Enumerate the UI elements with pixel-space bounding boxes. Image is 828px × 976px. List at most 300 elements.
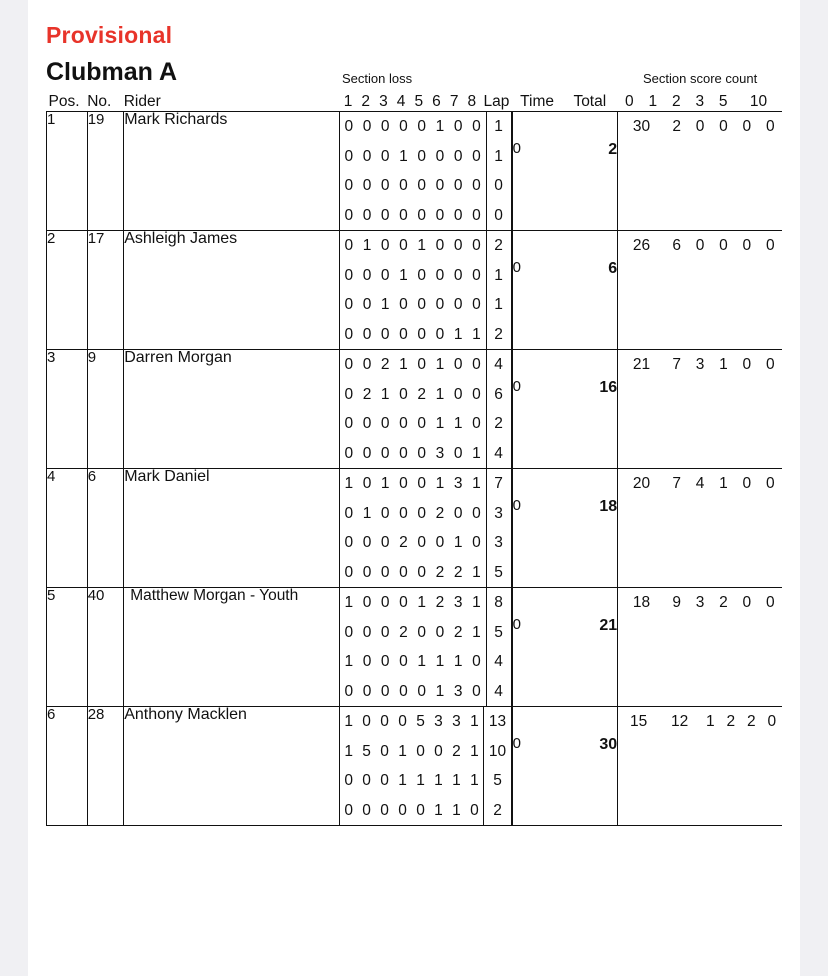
lap-section-score: 0 bbox=[453, 356, 463, 373]
count-5: 0 bbox=[742, 118, 752, 135]
count-10: 0 bbox=[765, 475, 775, 492]
counts-spacer bbox=[618, 409, 782, 439]
lap-section-score: 0 bbox=[344, 237, 354, 254]
rider-total: 21 bbox=[599, 617, 618, 634]
lap-section-score: 0 bbox=[472, 534, 481, 551]
rider-total-cell bbox=[562, 231, 618, 350]
lap-total: 6 bbox=[486, 380, 511, 410]
lap-section-score: 0 bbox=[380, 266, 390, 284]
lap-total: 8 bbox=[486, 588, 511, 618]
header-time: Time bbox=[520, 93, 555, 110]
count-1: 7 bbox=[672, 356, 681, 373]
count-1: 6 bbox=[672, 237, 681, 254]
header-no: No. bbox=[87, 93, 112, 110]
rider-laps bbox=[339, 350, 512, 469]
lap-section-score: 0 bbox=[362, 653, 372, 670]
lap-section-score: 0 bbox=[398, 713, 407, 730]
lap-section-score: 0 bbox=[399, 237, 408, 254]
count-0: 15 bbox=[629, 713, 648, 730]
lap-section-score: 0 bbox=[435, 206, 445, 224]
lap-section-score: 0 bbox=[470, 801, 479, 819]
lap-section-score: 0 bbox=[380, 147, 390, 165]
header-section-8: 8 bbox=[467, 93, 477, 110]
lap-section-score: 3 bbox=[434, 713, 443, 730]
status-label: Provisional bbox=[46, 22, 173, 48]
lap-section-score: 1 bbox=[453, 325, 463, 343]
lap-row bbox=[340, 647, 511, 677]
lap-section-score: 0 bbox=[344, 415, 354, 432]
lap-section-score: 2 bbox=[417, 385, 427, 403]
lap-section-score: 0 bbox=[417, 325, 427, 343]
lap-section-score: 1 bbox=[435, 682, 445, 700]
lap-section-score: 0 bbox=[417, 296, 427, 313]
lap-section-score: 0 bbox=[344, 296, 354, 313]
rider-position: 1 bbox=[47, 112, 88, 231]
results-inner bbox=[28, 0, 800, 826]
lap-section-score: 0 bbox=[362, 266, 372, 284]
lap-section-score: 1 bbox=[398, 772, 407, 789]
header-sections bbox=[339, 93, 512, 112]
counts-spacer bbox=[618, 766, 782, 796]
lap-section-score: 1 bbox=[435, 415, 445, 432]
lap-section-score: 1 bbox=[435, 356, 445, 373]
rider-time: 0 bbox=[512, 140, 521, 157]
rider-total-cell bbox=[562, 350, 618, 469]
rider-position: 6 bbox=[47, 707, 88, 826]
lap-section-score: 1 bbox=[434, 801, 443, 819]
lap-section-score: 1 bbox=[453, 653, 463, 670]
header-rider: Rider bbox=[123, 93, 161, 110]
lap-section-score: 1 bbox=[344, 713, 353, 730]
count-5: 0 bbox=[742, 356, 752, 373]
lap-section-score: 2 bbox=[380, 356, 390, 373]
lap-section-score: 1 bbox=[435, 385, 445, 403]
lap-section-score: 1 bbox=[417, 594, 427, 611]
lap-section-score: 0 bbox=[362, 475, 372, 492]
lap-section-score: 0 bbox=[399, 385, 408, 403]
header-count-2: 2 bbox=[671, 93, 681, 110]
count-3: 0 bbox=[719, 118, 728, 135]
count-2: 3 bbox=[695, 356, 705, 373]
lap-section-score: 1 bbox=[453, 415, 463, 432]
count-10: 0 bbox=[765, 118, 775, 135]
count-2: 1 bbox=[705, 713, 715, 730]
lap-section-score: 0 bbox=[472, 356, 481, 373]
lap-section-score: 0 bbox=[362, 177, 372, 194]
lap-section-score: 0 bbox=[362, 682, 372, 700]
lap-total: 7 bbox=[486, 469, 511, 499]
lap-section-score: 1 bbox=[470, 772, 479, 789]
lap-row bbox=[340, 588, 511, 618]
rider-name: Ashleigh James bbox=[124, 231, 339, 350]
lap-section-score: 1 bbox=[452, 772, 461, 789]
lap-section-score: 0 bbox=[417, 563, 427, 581]
rider-counts bbox=[618, 112, 782, 231]
lap-section-score: 0 bbox=[417, 415, 427, 432]
lap-total: 1 bbox=[486, 142, 511, 172]
lap-section-score: 0 bbox=[380, 118, 390, 135]
lap-row bbox=[340, 290, 511, 320]
count-2: 0 bbox=[695, 118, 705, 135]
lap-section-score: 0 bbox=[344, 177, 354, 194]
lap-section-score: 0 bbox=[453, 237, 463, 254]
lap-section-score: 0 bbox=[380, 444, 390, 462]
lap-section-score: 0 bbox=[399, 296, 408, 313]
lap-section-score: 1 bbox=[362, 504, 372, 522]
header-section-6: 6 bbox=[432, 93, 441, 110]
header-section-4: 4 bbox=[396, 93, 406, 110]
counts-spacer bbox=[618, 499, 782, 529]
lap-row bbox=[340, 677, 511, 707]
lap-section-score: 0 bbox=[417, 504, 427, 522]
lap-section-score: 1 bbox=[380, 296, 390, 313]
rider-time: 0 bbox=[512, 616, 521, 633]
lap-section-score: 1 bbox=[472, 594, 481, 611]
lap-section-score: 0 bbox=[362, 206, 372, 224]
lap-section-score: 0 bbox=[435, 237, 445, 254]
lap-section-score: 0 bbox=[417, 177, 427, 194]
lap-section-score: 0 bbox=[344, 118, 354, 135]
lap-section-score: 0 bbox=[417, 118, 427, 135]
lap-section-score: 0 bbox=[344, 266, 354, 284]
rider-time-cell bbox=[512, 707, 562, 826]
lap-section-score: 0 bbox=[362, 713, 371, 730]
lap-row bbox=[340, 796, 511, 826]
lap-section-score: 1 bbox=[472, 475, 481, 492]
lap-section-score: 0 bbox=[344, 444, 354, 462]
count-5: 0 bbox=[742, 475, 752, 492]
lap-total: 2 bbox=[484, 796, 511, 826]
rider-position: 3 bbox=[47, 350, 88, 469]
lap-row bbox=[340, 171, 511, 201]
lap-section-score: 0 bbox=[362, 801, 371, 819]
lap-total: 1 bbox=[486, 290, 511, 320]
lap-total: 13 bbox=[484, 707, 511, 737]
lap-section-score: 0 bbox=[362, 296, 372, 313]
lap-section-score: 0 bbox=[344, 147, 354, 165]
lap-total: 2 bbox=[486, 320, 511, 350]
lap-section-score: 0 bbox=[380, 713, 389, 730]
rider-laps bbox=[339, 231, 512, 350]
lap-row bbox=[340, 707, 511, 737]
lap-section-score: 0 bbox=[472, 118, 481, 135]
counts-spacer bbox=[618, 261, 782, 291]
count-0: 21 bbox=[632, 356, 651, 373]
count-10: 0 bbox=[765, 594, 775, 611]
lap-row bbox=[340, 558, 511, 588]
lap-section-score: 2 bbox=[452, 742, 461, 760]
lap-section-score: 0 bbox=[399, 444, 408, 462]
rider-position: 4 bbox=[47, 469, 88, 588]
rider-name: Anthony Macklen bbox=[124, 707, 339, 826]
caption-section-score-count: Section score count bbox=[643, 71, 758, 86]
count-0: 26 bbox=[632, 237, 651, 254]
count-0: 20 bbox=[632, 475, 651, 492]
lap-section-score: 0 bbox=[362, 325, 372, 343]
lap-total: 10 bbox=[484, 737, 511, 767]
lap-section-score: 2 bbox=[399, 623, 408, 641]
count-3: 1 bbox=[719, 356, 728, 373]
lap-section-score: 0 bbox=[362, 415, 372, 432]
counts-spacer bbox=[618, 201, 782, 231]
lap-section-score: 0 bbox=[399, 594, 408, 611]
table-row bbox=[47, 231, 783, 350]
header-count-3: 3 bbox=[695, 93, 705, 110]
lap-section-score: 0 bbox=[380, 801, 389, 819]
rider-name: Mark Richards bbox=[124, 112, 339, 231]
lap-section-score: 1 bbox=[417, 653, 427, 670]
lap-section-score: 0 bbox=[344, 623, 354, 641]
lap-section-score: 1 bbox=[472, 563, 481, 581]
rider-time: 0 bbox=[512, 259, 521, 276]
lap-section-score: 0 bbox=[399, 177, 408, 194]
rider-number: 19 bbox=[87, 112, 124, 231]
lap-section-score: 1 bbox=[434, 772, 443, 789]
lap-section-score: 0 bbox=[416, 742, 425, 760]
lap-section-score: 0 bbox=[472, 266, 481, 284]
counts-spacer bbox=[618, 171, 782, 201]
lap-section-score: 0 bbox=[362, 444, 372, 462]
lap-section-score: 1 bbox=[435, 653, 445, 670]
lap-section-score: 1 bbox=[399, 266, 408, 284]
count-10: 0 bbox=[765, 237, 775, 254]
lap-section-score: 0 bbox=[417, 266, 427, 284]
lap-section-score: 1 bbox=[472, 444, 481, 462]
counts-spacer bbox=[618, 380, 782, 410]
lap-row bbox=[340, 409, 511, 439]
lap-section-score: 0 bbox=[472, 177, 481, 194]
lap-section-score: 1 bbox=[399, 356, 408, 373]
header-total: Total bbox=[573, 93, 607, 110]
lap-total: 2 bbox=[486, 409, 511, 439]
lap-row bbox=[340, 469, 511, 499]
lap-section-score: 1 bbox=[470, 713, 479, 730]
lap-section-score: 0 bbox=[380, 237, 390, 254]
lap-row bbox=[340, 380, 511, 410]
rider-total: 30 bbox=[599, 736, 618, 753]
header-counts bbox=[618, 93, 782, 112]
rider-name: Darren Morgan bbox=[124, 350, 339, 469]
header-section-1: 1 bbox=[343, 93, 353, 110]
lap-section-score: 0 bbox=[380, 325, 390, 343]
count-5: 0 bbox=[742, 237, 752, 254]
results-table bbox=[46, 93, 782, 826]
count-3: 2 bbox=[719, 594, 728, 611]
lap-section-score: 1 bbox=[416, 772, 425, 789]
header-count-0: 0 bbox=[625, 93, 634, 110]
lap-section-score: 0 bbox=[399, 682, 408, 700]
counts-spacer bbox=[618, 142, 782, 172]
lap-section-score: 2 bbox=[362, 385, 372, 403]
lap-section-score: 0 bbox=[362, 534, 372, 551]
lap-total: 2 bbox=[486, 231, 511, 261]
lap-section-score: 3 bbox=[453, 475, 463, 492]
rider-counts bbox=[618, 231, 782, 350]
rider-number: 40 bbox=[87, 588, 124, 707]
lap-section-score: 0 bbox=[380, 653, 390, 670]
rider-total: 18 bbox=[599, 498, 618, 515]
count-3: 0 bbox=[719, 237, 728, 254]
lap-section-score: 1 bbox=[344, 742, 353, 760]
header-pos: Pos. bbox=[48, 93, 80, 110]
lap-section-score: 0 bbox=[434, 742, 443, 760]
lap-section-score: 3 bbox=[435, 444, 445, 462]
counts-spacer bbox=[618, 647, 782, 677]
lap-section-score: 1 bbox=[435, 475, 445, 492]
lap-section-score: 2 bbox=[399, 534, 408, 551]
lap-section-score: 0 bbox=[417, 534, 427, 551]
lap-total: 5 bbox=[484, 766, 511, 796]
lap-total: 1 bbox=[486, 261, 511, 291]
class-title: Clubman A bbox=[46, 58, 178, 86]
lap-section-score: 0 bbox=[362, 356, 372, 373]
lap-section-score: 0 bbox=[453, 266, 463, 284]
rider-laps bbox=[339, 588, 512, 707]
lap-section-score: 0 bbox=[417, 444, 427, 462]
header-section-7: 7 bbox=[449, 93, 459, 110]
count-3: 2 bbox=[726, 713, 736, 730]
lap-section-score: 0 bbox=[399, 415, 408, 432]
lap-section-score: 2 bbox=[453, 623, 463, 641]
count-2: 3 bbox=[695, 594, 705, 611]
table-row bbox=[47, 112, 783, 231]
counts-spacer bbox=[618, 796, 782, 826]
header-count-1: 1 bbox=[648, 93, 658, 110]
lap-section-score: 0 bbox=[435, 623, 445, 641]
counts-spacer bbox=[618, 439, 782, 469]
lap-section-score: 0 bbox=[472, 296, 481, 313]
header-lap: Lap bbox=[483, 93, 510, 110]
lap-section-score: 1 bbox=[435, 118, 445, 135]
lap-total: 4 bbox=[486, 350, 511, 380]
lap-section-score: 0 bbox=[398, 801, 407, 819]
lap-section-score: 0 bbox=[362, 118, 372, 135]
rider-time-cell bbox=[512, 231, 562, 350]
lap-section-score: 0 bbox=[344, 801, 353, 819]
lap-row bbox=[340, 112, 511, 142]
lap-section-score: 0 bbox=[435, 177, 445, 194]
counts-spacer bbox=[618, 618, 782, 648]
lap-row bbox=[340, 142, 511, 172]
lap-section-score: 0 bbox=[380, 594, 390, 611]
rider-name: Mark Daniel bbox=[124, 469, 339, 588]
table-row bbox=[47, 350, 783, 469]
lap-section-score: 0 bbox=[472, 504, 481, 522]
lap-section-score: 0 bbox=[453, 385, 463, 403]
lap-section-score: 0 bbox=[399, 504, 408, 522]
lap-section-score: 2 bbox=[435, 504, 445, 522]
rider-laps bbox=[339, 469, 512, 588]
count-5: 0 bbox=[742, 594, 752, 611]
lap-section-score: 0 bbox=[344, 325, 354, 343]
lap-total: 4 bbox=[486, 439, 511, 469]
lap-section-score: 0 bbox=[380, 742, 389, 760]
lap-row bbox=[340, 261, 511, 291]
lap-section-score: 0 bbox=[380, 206, 390, 224]
lap-section-score: 0 bbox=[453, 444, 463, 462]
counts-spacer bbox=[618, 290, 782, 320]
lap-section-score: 0 bbox=[344, 682, 354, 700]
lap-row bbox=[340, 618, 511, 648]
lap-row bbox=[340, 201, 511, 231]
lap-total: 4 bbox=[486, 647, 511, 677]
lap-section-score: 0 bbox=[344, 356, 354, 373]
lap-section-score: 0 bbox=[453, 206, 463, 224]
lap-section-score: 0 bbox=[399, 206, 408, 224]
lap-section-score: 1 bbox=[399, 147, 408, 165]
lap-section-score: 2 bbox=[435, 563, 445, 581]
lap-section-score: 0 bbox=[344, 385, 354, 403]
lap-section-score: 0 bbox=[380, 534, 390, 551]
count-1: 7 bbox=[672, 475, 681, 492]
table-row bbox=[47, 707, 783, 826]
lap-section-score: 1 bbox=[380, 475, 390, 492]
lap-section-score: 0 bbox=[453, 177, 463, 194]
lap-section-score: 0 bbox=[380, 563, 390, 581]
rider-laps bbox=[339, 112, 512, 231]
lap-total: 0 bbox=[486, 171, 511, 201]
lap-section-score: 0 bbox=[344, 563, 354, 581]
lap-section-score: 0 bbox=[362, 594, 372, 611]
lap-section-score: 0 bbox=[362, 772, 371, 789]
lap-section-score: 0 bbox=[380, 623, 390, 641]
rider-total-cell bbox=[562, 469, 618, 588]
lap-row bbox=[340, 439, 511, 469]
lap-section-score: 0 bbox=[435, 266, 445, 284]
lap-section-score: 0 bbox=[417, 682, 427, 700]
lap-section-score: 1 bbox=[470, 742, 479, 760]
lap-section-score: 0 bbox=[472, 206, 481, 224]
rider-position: 2 bbox=[47, 231, 88, 350]
results-page bbox=[28, 0, 800, 976]
count-1: 12 bbox=[670, 713, 689, 730]
rider-name: Matthew Morgan - Youth bbox=[124, 588, 339, 707]
lap-section-score: 0 bbox=[380, 177, 390, 194]
lap-section-score: 0 bbox=[453, 147, 463, 165]
lap-section-score: 0 bbox=[453, 296, 463, 313]
rider-time-cell bbox=[512, 588, 562, 707]
lap-section-score: 1 bbox=[344, 653, 354, 670]
lap-section-score: 1 bbox=[344, 594, 354, 611]
caption-section-loss: Section loss bbox=[342, 71, 413, 86]
lap-section-score: 0 bbox=[344, 504, 354, 522]
lap-total: 5 bbox=[486, 558, 511, 588]
lap-section-score: 0 bbox=[417, 206, 427, 224]
rider-position: 5 bbox=[47, 588, 88, 707]
lap-section-score: 0 bbox=[435, 147, 445, 165]
rider-total: 16 bbox=[599, 379, 618, 396]
lap-row bbox=[340, 766, 511, 796]
lap-total: 3 bbox=[486, 528, 511, 558]
rider-time: 0 bbox=[512, 735, 521, 752]
header-section-5: 5 bbox=[414, 93, 424, 110]
lap-total: 4 bbox=[486, 677, 511, 707]
rider-total: 6 bbox=[608, 260, 618, 277]
lap-section-score: 0 bbox=[399, 325, 408, 343]
lap-section-score: 0 bbox=[399, 475, 408, 492]
lap-section-score: 0 bbox=[380, 504, 390, 522]
lap-section-score: 0 bbox=[472, 653, 481, 670]
counts-spacer bbox=[618, 677, 782, 707]
lap-section-score: 0 bbox=[344, 206, 354, 224]
lap-section-score: 0 bbox=[417, 623, 427, 641]
lap-section-score: 1 bbox=[344, 475, 354, 492]
lap-section-score: 2 bbox=[453, 563, 463, 581]
rider-number: 9 bbox=[87, 350, 124, 469]
lap-section-score: 0 bbox=[435, 325, 445, 343]
lap-section-score: 0 bbox=[344, 772, 353, 789]
lap-section-score: 5 bbox=[362, 742, 371, 760]
